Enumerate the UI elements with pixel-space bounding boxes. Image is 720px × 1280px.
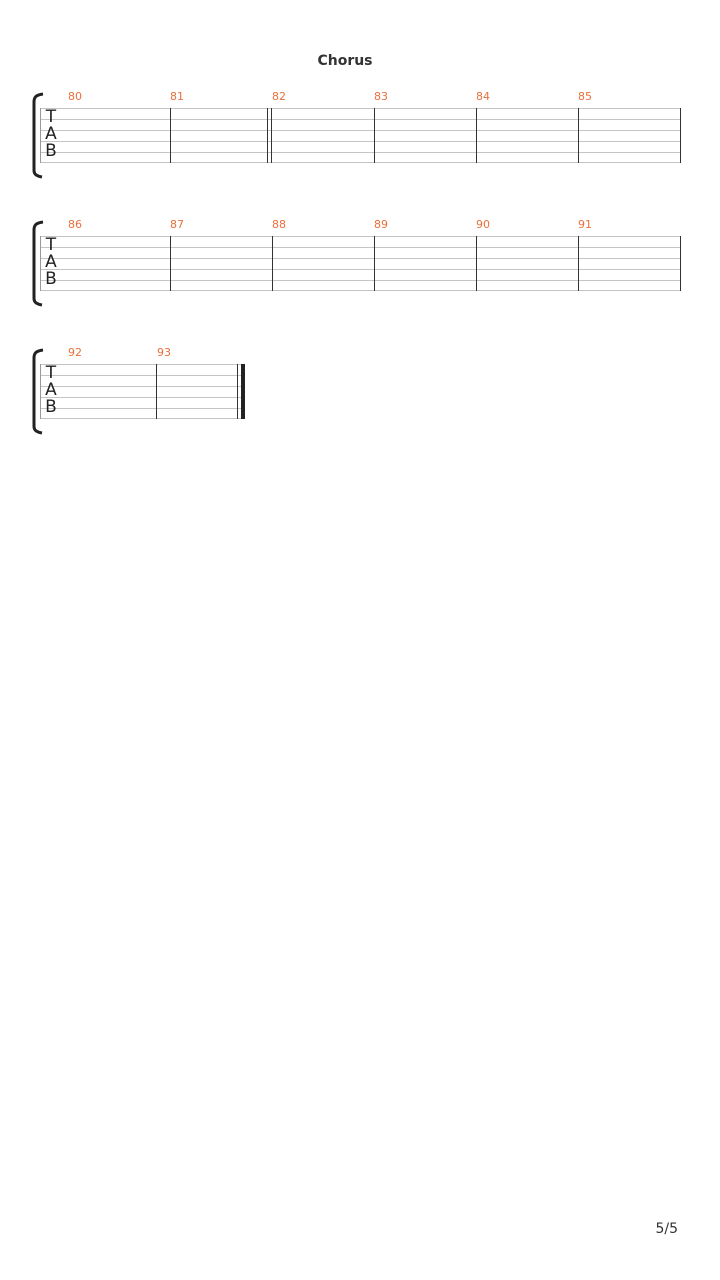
- bar-line: [170, 236, 171, 291]
- tab-clef-a: A: [45, 124, 57, 144]
- bar-line: [374, 236, 375, 291]
- bar-line: [680, 236, 681, 291]
- tab-clef: [44, 365, 58, 416]
- bar-line: [156, 364, 157, 419]
- bar-line: [476, 108, 477, 163]
- measure-number: 84: [476, 90, 490, 103]
- section-title: Chorus: [317, 53, 373, 69]
- tab-system-1: [0, 90, 720, 194]
- measure-number: 92: [68, 346, 82, 359]
- measure-number: 80: [68, 90, 82, 103]
- tab-clef: [44, 237, 58, 288]
- measure-number: 93: [157, 346, 171, 359]
- tab-staff: [40, 236, 681, 291]
- bar-line: [267, 108, 268, 163]
- tab-clef-b: B: [45, 397, 57, 417]
- measure-number: 81: [170, 90, 184, 103]
- bar-line: [374, 108, 375, 163]
- tab-clef-a: A: [45, 380, 57, 400]
- tab-clef-t: T: [45, 363, 57, 383]
- measure-number: 90: [476, 218, 490, 231]
- bar-line: [476, 236, 477, 291]
- measure-number: 82: [272, 90, 286, 103]
- tab-staff: [40, 364, 244, 419]
- final-bar-line-thick: [241, 364, 245, 419]
- measure-number: 86: [68, 218, 82, 231]
- tab-system-3: [0, 346, 720, 450]
- bar-line: [272, 236, 273, 291]
- bar-line: [578, 236, 579, 291]
- tab-clef-t: T: [45, 107, 57, 127]
- measure-number: 91: [578, 218, 592, 231]
- measure-number: 85: [578, 90, 592, 103]
- bar-line: [271, 108, 272, 163]
- tab-clef-t: T: [45, 235, 57, 255]
- tab-clef: [44, 109, 58, 160]
- tab-clef-b: B: [45, 141, 57, 161]
- page-indicator: 5/5: [655, 1221, 678, 1237]
- final-bar-line-thin: [237, 364, 238, 419]
- bar-line: [680, 108, 681, 163]
- tab-clef-a: A: [45, 252, 57, 272]
- measure-number: 89: [374, 218, 388, 231]
- measure-number: 88: [272, 218, 286, 231]
- tab-clef-b: B: [45, 269, 57, 289]
- tab-system-2: [0, 218, 720, 322]
- bar-line: [578, 108, 579, 163]
- tab-staff: [40, 108, 681, 163]
- measure-number: 87: [170, 218, 184, 231]
- measure-number: 83: [374, 90, 388, 103]
- bar-line: [170, 108, 171, 163]
